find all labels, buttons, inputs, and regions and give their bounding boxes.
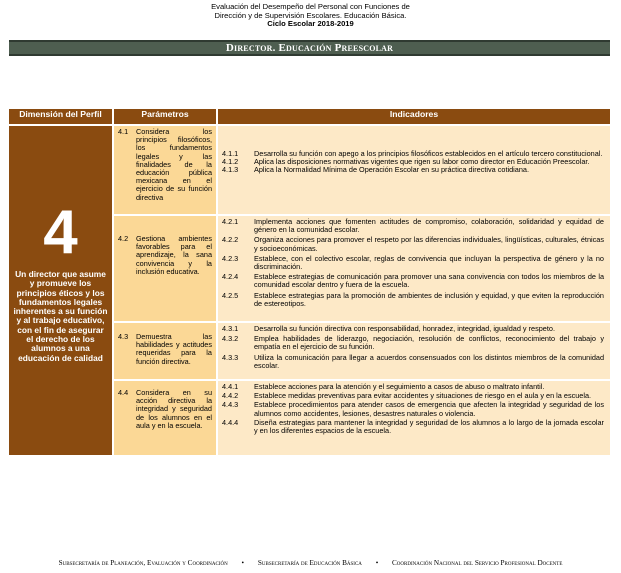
indicator-row (222, 218, 604, 234)
indicator-row (222, 292, 604, 308)
parameter-cell (113, 215, 217, 322)
indicator-text: Establece estrategias de comunicación para promover una sana convivencia con todos los miembros de la comunidad escolar dentro y fuera de la escuela. (254, 272, 604, 290)
indicator-row (222, 419, 604, 435)
document-header (0, 3, 621, 29)
header-indicators: Indicadores (217, 109, 610, 125)
indicator-row (222, 166, 604, 174)
header-line-3: Ciclo Escolar 2018-2019 (267, 19, 354, 29)
dimension-number: 4 (43, 198, 78, 267)
banner-title: Director. Educación Preescolar (225, 42, 394, 54)
indicator-number: 4.2.1 (222, 217, 239, 226)
header-parameters: Parámetros (113, 109, 217, 125)
indicator-text: Establece acciones para la atención y el seguimiento a casos de abuso o maltrato infantil. (254, 382, 545, 391)
indicator-text: Organiza acciones para promover el respeto por las diferencias individuales, lingüísticas, culturales, étnicas y socioeconómicas. (254, 235, 604, 253)
indicator-row (222, 325, 604, 333)
indicators-cell (217, 215, 610, 322)
indicator-row (222, 401, 604, 417)
parameter-number: 4.2 (118, 234, 129, 243)
footer-separator: • (241, 559, 245, 567)
indicator-text: Aplica las disposiciones normativas vigentes que rigen su labor como director en Educación Preescolar. (254, 157, 590, 167)
indicator-number: 4.1.3 (222, 165, 239, 175)
parameter-text: Considera en su acción directiva la integridad y seguridad de los alumnos en el aula y en la escuela. (136, 388, 212, 430)
header-line-1: Evaluación del Desempeño del Personal con Funciones de (211, 2, 410, 11)
parameter-text: Gestiona ambientes favorables para el aprendizaje, la sana convivencia y la inclusión educativa. (136, 234, 212, 276)
parameter-cell (113, 380, 217, 455)
indicator-text: Diseña estrategias para mantener la integridad y seguridad de los alumnos a lo largo de la jornada escolar y en los diferentes espacios de la escuela. (254, 417, 604, 436)
section-banner (9, 40, 610, 56)
indicator-number: 4.2.2 (222, 235, 239, 245)
indicator-row (222, 236, 604, 252)
indicator-text: Emplea habilidades de liderazgo, negociación, resolución de conflictos, reconocimiento del trabajo y empatía en el ejercicio de su función. (254, 334, 604, 352)
parameter-number: 4.1 (118, 127, 129, 136)
indicator-text: Establece medidas preventivas para evitar accidentes y situaciones de riesgo en el aula y en la escuela. (254, 391, 592, 401)
indicator-row (222, 335, 604, 351)
indicator-text: Establece procedimientos para atender casos de emergencia que afecten la integridad y seguridad de los alumnos como accidentes, lesiones, desastres naturales o violencia. (254, 400, 604, 418)
dimension-description: Un director que asume y promueve los principios éticos y los fundamentos legales inherentes a su función y al trabajo educativo, con el fin de asegurar el derecho de los alumnos a una educación de calidad (13, 269, 108, 363)
footer-item-coordinacion: Coordinación Nacional del Servicio Profesional Docente (392, 559, 563, 567)
indicator-number: 4.1.1 (222, 149, 239, 158)
indicator-text: Utiliza la comunicación para llegar a acuerdos consensuados con los distintos miembros de la comunidad escolar. (254, 352, 604, 370)
document-footer (0, 559, 621, 567)
header-dimension: Dimensión del Perfil (9, 109, 113, 125)
indicator-row (222, 354, 604, 370)
indicator-number: 4.2.4 (222, 272, 239, 282)
dimension-cell (9, 125, 113, 455)
parameter-cell (113, 125, 217, 215)
indicator-row (222, 392, 604, 400)
indicator-number: 4.4.1 (222, 382, 239, 391)
parameter-number: 4.4 (118, 388, 129, 397)
profile-table (9, 109, 610, 455)
parameter-text: Considera los principios filosóficos, los fundamentos legales y las finalidades de la educación pública mexicana en el ejercicio de su función directiva (136, 127, 212, 202)
indicator-number: 4.3.2 (222, 334, 239, 344)
indicator-text: Implementa acciones que fomenten actitudes de compromiso, colaboración, solidaridad y equidad de género en la comunidad escolar. (254, 217, 604, 235)
header-line-2: Dirección y de Supervisión Escolares. Educación Básica. (214, 10, 407, 20)
indicator-text: Desarrolla su función directiva con responsabilidad, honradez, integridad, igualdad y respeto. (254, 324, 555, 333)
indicator-row (222, 383, 604, 391)
indicator-text: Establece, con el colectivo escolar, reglas de convivencia que incluyan la perspectiva de género y la no discriminación. (254, 253, 604, 272)
footer-item-planeacion: Subsecretaría de Planeación, Evaluación y Coordinación (58, 559, 228, 567)
indicator-number: 4.2.5 (222, 290, 239, 300)
parameter-text: Demuestra las habilidades y actitudes requeridas para la función directiva. (136, 332, 212, 366)
footer-separator: • (375, 559, 379, 567)
indicator-number: 4.4.2 (222, 391, 239, 401)
indicator-number: 4.3.3 (222, 352, 239, 362)
indicators-cell (217, 380, 610, 455)
parameter-cell (113, 322, 217, 380)
indicator-row (222, 273, 604, 289)
footer-item-educacion-basica: Subsecretaría de Educación Básica (257, 559, 362, 567)
indicator-number: 4.3.1 (222, 324, 239, 333)
indicator-text: Aplica la Normalidad Mínima de Operación Escolar en su práctica directiva cotidiana. (254, 165, 529, 175)
indicator-number: 4.4.3 (222, 400, 239, 410)
indicators-cell (217, 322, 610, 380)
indicator-row (222, 255, 604, 271)
indicators-cell (217, 125, 610, 215)
indicator-text: Establece estrategias para la promoción de ambientes de inclusión y equidad, y que eviten la reproducción de estereotipos. (254, 290, 604, 308)
parameter-number: 4.3 (118, 332, 129, 341)
indicator-number: 4.2.3 (222, 253, 239, 263)
indicator-text: Desarrolla su función con apego a los principios filosóficos establecidos en el artículo tercero constitucional. (254, 149, 603, 158)
indicator-number: 4.1.2 (222, 157, 239, 167)
indicator-number: 4.4.4 (222, 417, 239, 427)
